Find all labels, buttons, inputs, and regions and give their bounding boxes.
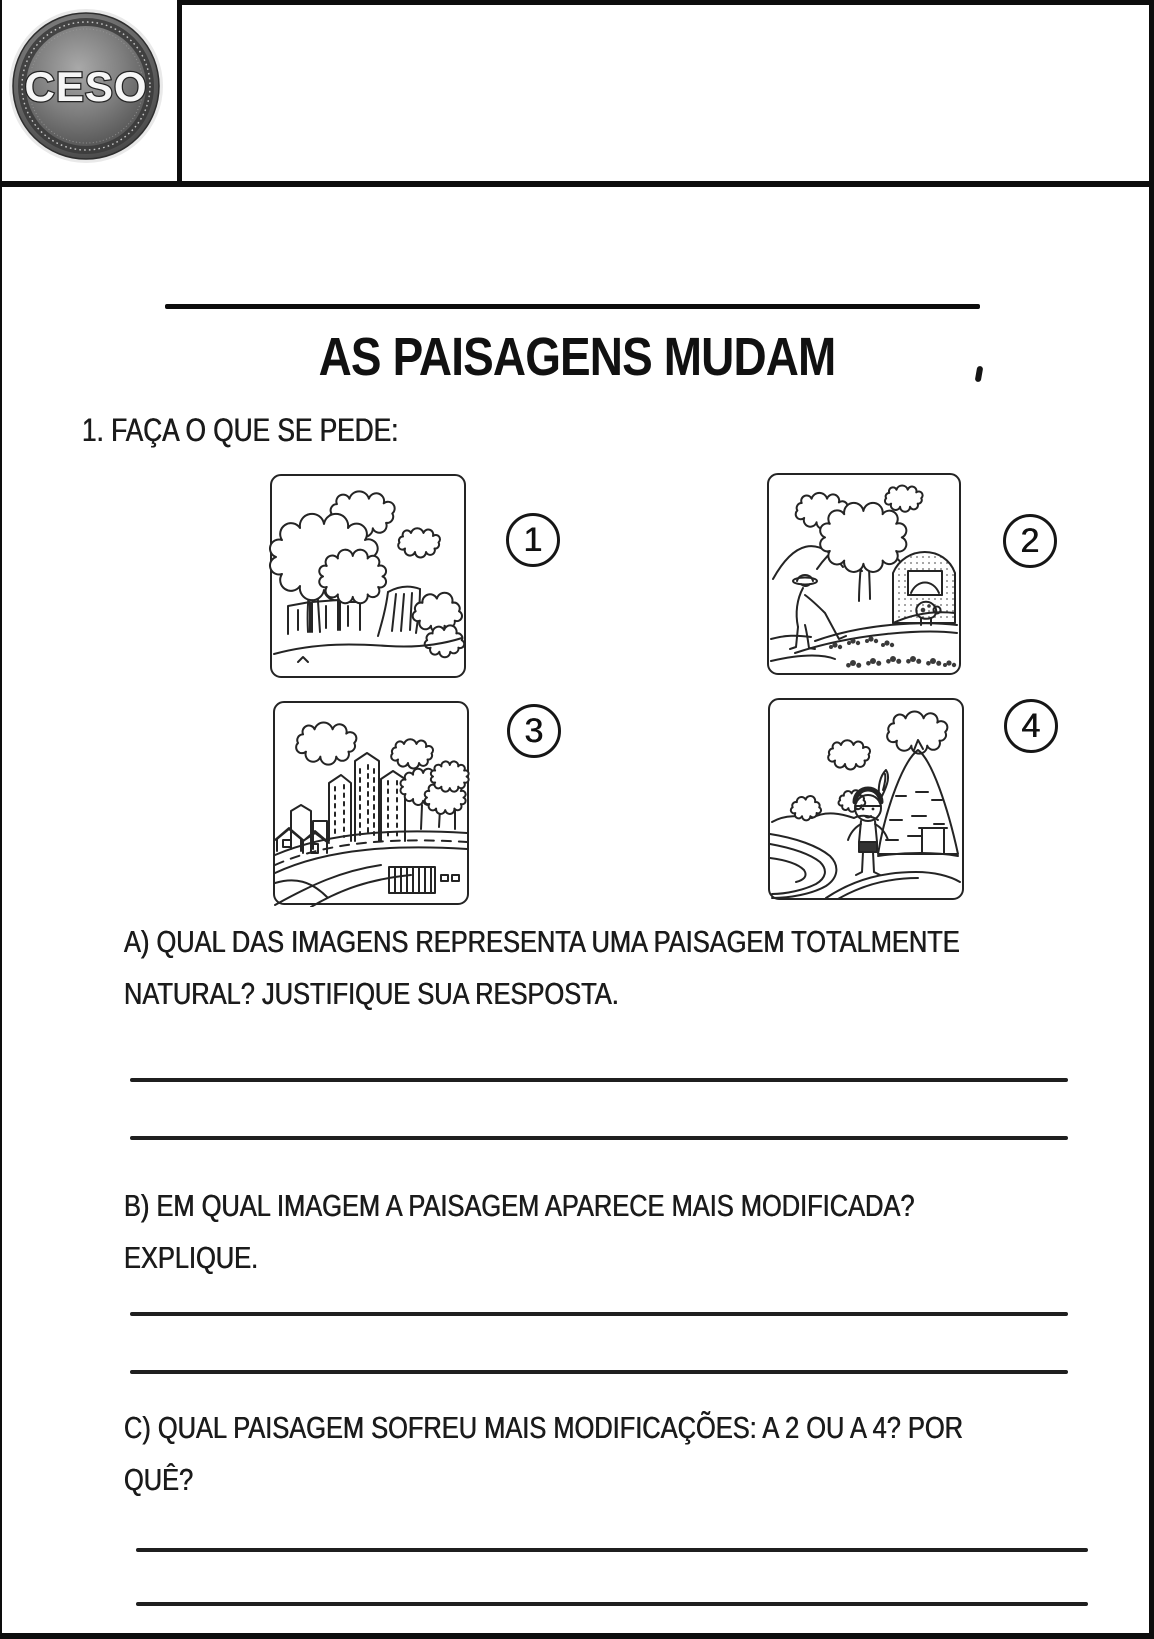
cliff-rocks [288, 600, 360, 634]
answer-line[interactable] [130, 1370, 1068, 1374]
answer-line[interactable] [130, 1078, 1068, 1082]
path-lines [826, 853, 960, 899]
bush-icon [425, 625, 464, 657]
logo-text: CESO [24, 63, 148, 110]
question-c-line-2: QUÊ? [124, 1462, 194, 1497]
indigenous-child-icon [848, 770, 888, 875]
question-a-line-1: A) QUAL DAS IMAGENS REPRESENTA UMA PAISAGEM TOTALMENTE [124, 924, 960, 959]
panel-1-number: 1 [506, 513, 560, 567]
panel-3-number: 3 [507, 704, 561, 758]
question-a-line-2: NATURAL? JUSTIFIQUE SUA RESPOSTA. [124, 976, 619, 1011]
cloud-icon [887, 712, 947, 754]
cloud-icon [296, 723, 356, 765]
skyscrapers-icon [291, 753, 405, 849]
page-border-left [0, 0, 2, 1639]
exercise-instruction: 1. FAÇA O QUE SE PEDE: [82, 412, 399, 448]
grass-tuft [298, 657, 308, 662]
header-divider-horizontal [0, 181, 1154, 187]
panel-4-number: 4 [1004, 699, 1058, 753]
page-title-text: AS PAISAGENS MUDAM [318, 327, 836, 387]
waterfall-icon [378, 587, 420, 636]
panel-1-drawing [268, 472, 468, 680]
panel-1-natural-landscape [268, 472, 468, 680]
page-border-right [1149, 0, 1154, 1639]
cloud-icon [828, 740, 870, 769]
answer-line[interactable] [130, 1136, 1068, 1140]
question-b-line-2: EXPLIQUE. [124, 1240, 259, 1275]
answer-line[interactable] [136, 1602, 1088, 1606]
depot-building-icon [389, 867, 459, 893]
question-b-line-1: B) EM QUAL IMAGEM A PAISAGEM APARECE MAIS MODIFICADA? [124, 1188, 915, 1223]
panel-2-rural-landscape [765, 471, 963, 678]
trees-icon [400, 761, 468, 829]
panel-3-urban-landscape [271, 699, 471, 907]
panel-4-village-landscape [766, 696, 966, 902]
logo-cell [6, 6, 166, 166]
ceso-logo [6, 6, 166, 166]
name-line[interactable] [165, 304, 980, 309]
panel-4-drawing [766, 696, 966, 902]
question-c-line-1: C) QUAL PAISAGEM SOFREU MAIS MODIFICAÇÕES: A 2 OU A 4? POR [124, 1410, 964, 1445]
answer-line[interactable] [130, 1312, 1068, 1316]
header-border-top [177, 0, 1154, 5]
page-border-bottom [0, 1633, 1154, 1639]
cloud-icon [885, 485, 923, 511]
panel-2-drawing [765, 471, 963, 678]
river-icon [770, 834, 836, 898]
panel-2-number: 2 [1003, 514, 1057, 568]
farmer-icon [790, 575, 846, 649]
page-title [0, 326, 1154, 388]
crops [829, 636, 956, 667]
hut-icon [878, 740, 958, 854]
answer-line[interactable] [136, 1548, 1088, 1552]
header-divider-vertical [177, 0, 182, 187]
cloud-icon [391, 739, 433, 768]
cloud-icon [398, 528, 440, 557]
panel-3-drawing [271, 699, 471, 907]
